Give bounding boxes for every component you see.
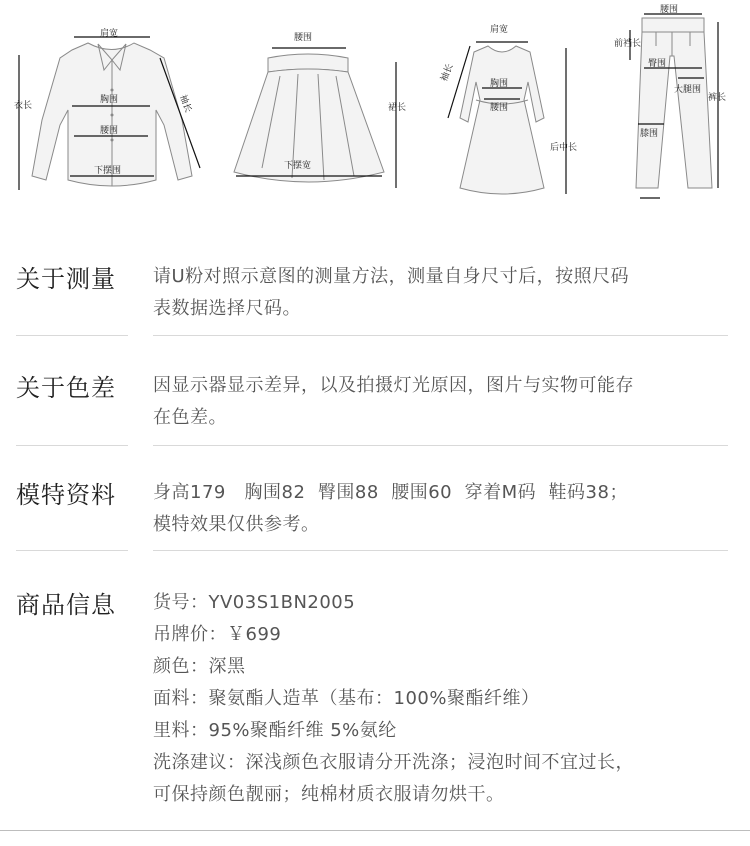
section-line: 模特效果仅供参考。	[153, 514, 320, 535]
pants-knee-label: 膝围	[640, 129, 659, 139]
section-body	[153, 370, 733, 434]
shirt-body-length-label: 衣长	[14, 101, 33, 111]
section-title: 关于色差	[16, 374, 116, 402]
section-line: 请U粉对照示意图的测量方法，测量自身尺寸后，按照尺码	[153, 266, 630, 287]
dress-chest-label: 胸围	[490, 79, 509, 89]
divider	[153, 550, 728, 551]
product-sku: 货号：YV03S1BN2005	[153, 592, 356, 613]
section-body	[153, 477, 733, 541]
product-care-continued: 可保持颜色靓丽；纯棉材质衣服请勿烘干。	[153, 784, 505, 805]
pants-thigh-label: 大腿围	[674, 85, 702, 95]
section-title: 模特资料	[16, 481, 116, 509]
skirt-hem-label: 下摆宽	[284, 161, 312, 171]
section-line: 在色差。	[153, 407, 227, 428]
divider	[16, 445, 128, 446]
section-line: 身高179 胸围82 臀围88 腰围60 穿着M码 鞋码38；	[153, 482, 628, 503]
dress-diagram	[432, 0, 582, 215]
divider	[153, 335, 728, 336]
product-lining: 里料：95%聚酯纤维 5%氨纶	[153, 720, 397, 741]
pants-hip-label: 臀围	[648, 59, 667, 69]
product-price: 吊牌价：￥699	[153, 624, 282, 645]
pants-diagram	[598, 0, 748, 215]
dress-back-length-label: 后中长	[550, 143, 578, 153]
bottom-divider	[0, 830, 750, 831]
product-color: 颜色：深黑	[153, 656, 246, 677]
pants-waist-label: 腰围	[660, 5, 679, 15]
divider	[153, 445, 728, 446]
section-title: 关于测量	[16, 265, 116, 293]
dress-waist-label: 腰围	[490, 103, 509, 113]
section-line: 因显示器显示差异，以及拍摄灯光原因，图片与实物可能存	[153, 375, 634, 396]
shirt-chest-label: 胸围	[100, 95, 119, 105]
skirt-waist-label: 腰围	[294, 33, 313, 43]
product-fabric: 面料：聚氨酯人造革（基布：100%聚酯纤维）	[153, 688, 540, 709]
skirt-length-label: 裙长	[388, 103, 407, 113]
shirt-diagram	[0, 0, 210, 215]
section-body	[153, 587, 733, 811]
pants-front-rise-label: 前裆长	[614, 39, 642, 49]
divider	[16, 335, 128, 336]
shirt-sleeve-label: 袖长	[177, 93, 193, 114]
shirt-waist-label: 腰围	[100, 126, 119, 136]
dress-shoulder-label: 肩宽	[490, 25, 509, 35]
section-body	[153, 261, 733, 325]
pants-length-label: 裤长	[708, 93, 727, 103]
measurement-diagrams	[0, 0, 750, 215]
section-line: 表数据选择尺码。	[153, 298, 301, 319]
section-title: 商品信息	[16, 591, 116, 619]
product-care: 洗涤建议：深浅颜色衣服请分开洗涤；浸泡时间不宜过长，	[153, 752, 634, 773]
divider	[16, 550, 128, 551]
skirt-diagram	[220, 0, 420, 215]
shirt-shoulder-label: 肩宽	[100, 29, 119, 39]
shirt-hem-label: 下摆围	[94, 166, 122, 176]
dress-sleeve-label: 袖长	[439, 62, 456, 84]
